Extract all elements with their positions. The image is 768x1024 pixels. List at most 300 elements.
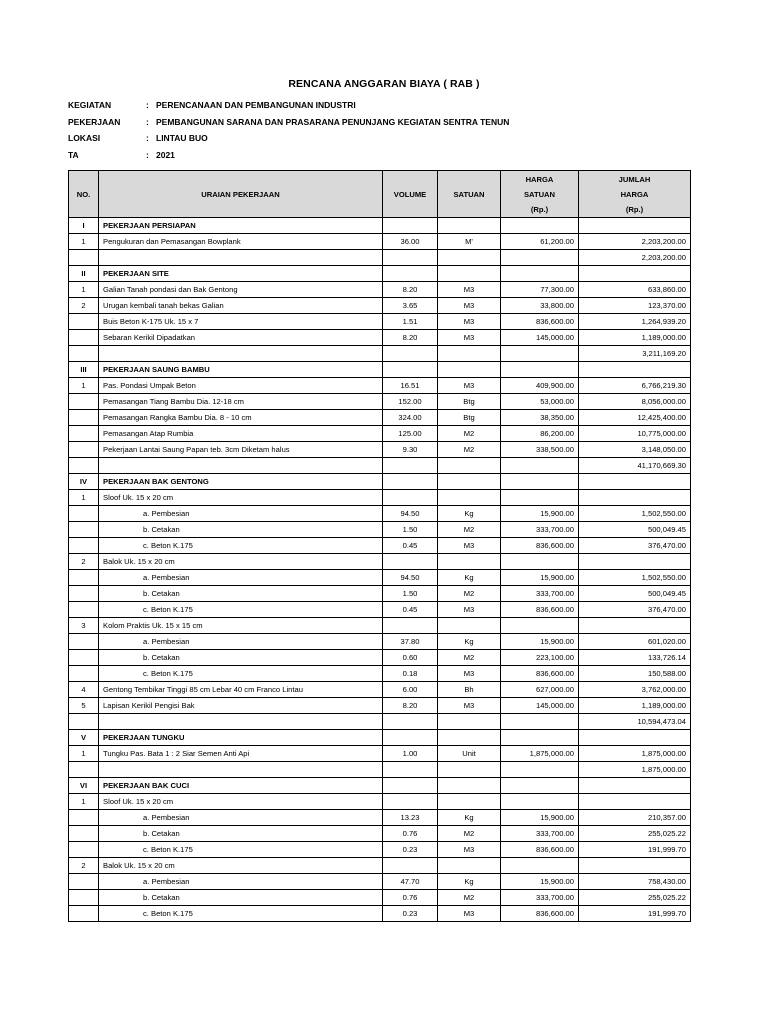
header-satuan: SATUAN <box>438 171 501 218</box>
header-jumlah-harga-line: JUMLAH <box>618 174 651 184</box>
cell-satuan <box>438 730 501 746</box>
cell-no: 1 <box>69 282 99 298</box>
cell-jumlah-harga: 10,594,473.04 <box>579 714 691 730</box>
info-colon: : <box>146 149 149 160</box>
cell-no <box>69 570 99 586</box>
cell-no <box>69 314 99 330</box>
table-row <box>69 602 691 618</box>
info-value: LINTAU BUO <box>156 133 208 143</box>
cell-volume: 6.00 <box>383 682 438 698</box>
cell-uraian: c. Beton K.175 <box>99 842 383 858</box>
cell-volume: 324.00 <box>383 410 438 426</box>
cell-jumlah-harga: 1,189,000.00 <box>579 330 691 346</box>
cell-satuan: M2 <box>438 426 501 442</box>
cell-harga-satuan: 627,000.00 <box>501 682 579 698</box>
info-value: PERENCANAAN DAN PEMBANGUNAN INDUSTRI <box>156 100 356 110</box>
cell-uraian: a. Pembesian <box>99 810 383 826</box>
cell-no: VI <box>69 778 99 794</box>
cell-uraian: PEKERJAAN PERSIAPAN <box>99 218 383 234</box>
table-row <box>69 490 691 506</box>
cell-harga-satuan: 1,875,000.00 <box>501 746 579 762</box>
cell-jumlah-harga: 41,170,669.30 <box>579 458 691 474</box>
cell-jumlah-harga: 2,203,200.00 <box>579 234 691 250</box>
cell-no: III <box>69 362 99 378</box>
cell-no <box>69 346 99 362</box>
cell-volume <box>383 554 438 570</box>
cell-volume: 1.00 <box>383 746 438 762</box>
cell-uraian: Balok Uk. 15 x 20 cm <box>99 554 383 570</box>
cell-volume: 8.20 <box>383 282 438 298</box>
cell-harga-satuan: 15,900.00 <box>501 810 579 826</box>
cell-harga-satuan <box>501 762 579 778</box>
cell-harga-satuan: 15,900.00 <box>501 634 579 650</box>
cell-harga-satuan: 38,350.00 <box>501 410 579 426</box>
cell-satuan: M2 <box>438 890 501 906</box>
cell-harga-satuan <box>501 858 579 874</box>
cell-volume: 1.50 <box>383 586 438 602</box>
table-row <box>69 890 691 906</box>
cell-jumlah-harga: 500,049.45 <box>579 586 691 602</box>
cell-volume: 16.51 <box>383 378 438 394</box>
cell-harga-satuan: 33,800.00 <box>501 298 579 314</box>
info-colon: : <box>146 133 149 143</box>
cell-jumlah-harga: 191,999.70 <box>579 842 691 858</box>
cell-volume <box>383 714 438 730</box>
header-jumlah-harga-line: (Rp.) <box>625 204 644 214</box>
cell-no <box>69 634 99 650</box>
table-row <box>69 298 691 314</box>
cell-harga-satuan: 145,000.00 <box>501 330 579 346</box>
cell-harga-satuan <box>501 618 579 634</box>
cell-jumlah-harga <box>579 618 691 634</box>
cell-harga-satuan <box>501 266 579 282</box>
cell-satuan <box>438 346 501 362</box>
cell-no <box>69 666 99 682</box>
table-row <box>69 810 691 826</box>
cell-satuan: M' <box>438 234 501 250</box>
header-uraian: URAIAN PEKERJAAN <box>99 171 383 218</box>
cell-uraian: Pemasangan Rangka Bambu Dia. 8 - 10 cm <box>99 410 383 426</box>
cell-satuan: Kg <box>438 874 501 890</box>
cell-uraian: a. Pembesian <box>99 874 383 890</box>
cell-satuan: M3 <box>438 282 501 298</box>
cell-jumlah-harga: 2,203,200.00 <box>579 250 691 266</box>
cell-uraian: c. Beton K.175 <box>99 538 383 554</box>
cell-harga-satuan: 333,700.00 <box>501 890 579 906</box>
cell-volume: 0.23 <box>383 842 438 858</box>
cell-harga-satuan: 333,700.00 <box>501 826 579 842</box>
cell-volume: 0.18 <box>383 666 438 682</box>
cell-harga-satuan: 15,900.00 <box>501 874 579 890</box>
cell-satuan: M3 <box>438 666 501 682</box>
cell-volume <box>383 730 438 746</box>
info-colon: : <box>146 116 149 127</box>
cell-uraian <box>99 458 383 474</box>
cell-no <box>69 586 99 602</box>
cell-uraian: Pas. Pondasi Umpak Beton <box>99 378 383 394</box>
table-row <box>69 234 691 250</box>
cell-no <box>69 874 99 890</box>
cell-uraian: Lapisan Kerikil Pengisi Bak <box>99 698 383 714</box>
cell-satuan: M2 <box>438 650 501 666</box>
cell-no: 1 <box>69 490 99 506</box>
cell-harga-satuan: 836,600.00 <box>501 602 579 618</box>
cell-uraian: Pemasangan Tiang Bambu Dia. 12-18 cm <box>99 394 383 410</box>
table-row <box>69 586 691 602</box>
cell-jumlah-harga: 1,502,550.00 <box>579 506 691 522</box>
cell-satuan <box>438 554 501 570</box>
cell-no <box>69 522 99 538</box>
cell-harga-satuan: 836,600.00 <box>501 842 579 858</box>
cell-satuan <box>438 762 501 778</box>
cell-jumlah-harga: 1,264,939.20 <box>579 314 691 330</box>
cell-satuan <box>438 778 501 794</box>
cell-satuan: Kg <box>438 634 501 650</box>
table-row <box>69 266 691 282</box>
cell-jumlah-harga: 758,430.00 <box>579 874 691 890</box>
table-row <box>69 874 691 890</box>
cell-uraian: a. Pembesian <box>99 570 383 586</box>
cell-harga-satuan: 836,600.00 <box>501 906 579 922</box>
cell-volume: 9.30 <box>383 442 438 458</box>
cell-uraian: Buis Beton K-175 Uk. 15 x 7 <box>99 314 383 330</box>
cell-volume <box>383 474 438 490</box>
cell-satuan: M2 <box>438 826 501 842</box>
table-row <box>69 282 691 298</box>
cell-jumlah-harga <box>579 490 691 506</box>
cell-harga-satuan: 836,600.00 <box>501 538 579 554</box>
cell-satuan <box>438 794 501 810</box>
cell-volume: 125.00 <box>383 426 438 442</box>
cell-volume <box>383 794 438 810</box>
table-row <box>69 522 691 538</box>
cell-uraian: PEKERJAAN BAK CUCI <box>99 778 383 794</box>
cell-jumlah-harga: 8,056,000.00 <box>579 394 691 410</box>
cell-no <box>69 250 99 266</box>
table-header <box>69 171 691 218</box>
cell-satuan: M3 <box>438 378 501 394</box>
cell-harga-satuan: 836,600.00 <box>501 666 579 682</box>
info-key: PEKERJAAN <box>68 116 121 127</box>
cell-volume: 0.45 <box>383 538 438 554</box>
table-row <box>69 618 691 634</box>
cell-jumlah-harga <box>579 730 691 746</box>
cell-volume: 0.60 <box>383 650 438 666</box>
cell-no: 4 <box>69 682 99 698</box>
cell-satuan: Btg <box>438 394 501 410</box>
header-harga-satuan-line: SATUAN <box>523 189 556 199</box>
cell-volume: 0.23 <box>383 906 438 922</box>
cell-harga-satuan: 53,000.00 <box>501 394 579 410</box>
cell-jumlah-harga: 1,875,000.00 <box>579 746 691 762</box>
cell-volume <box>383 218 438 234</box>
cell-no: 1 <box>69 234 99 250</box>
table-row <box>69 250 691 266</box>
table-row <box>69 762 691 778</box>
cell-harga-satuan: 61,200.00 <box>501 234 579 250</box>
cell-uraian: b. Cetakan <box>99 650 383 666</box>
info-colon: : <box>146 100 149 110</box>
header-harga-satuan-line: HARGA <box>525 174 554 184</box>
cell-harga-satuan: 333,700.00 <box>501 522 579 538</box>
cell-satuan: M3 <box>438 298 501 314</box>
cell-volume: 8.20 <box>383 698 438 714</box>
cell-jumlah-harga <box>579 218 691 234</box>
cell-volume: 152.00 <box>383 394 438 410</box>
cell-satuan <box>438 714 501 730</box>
cell-volume: 47.70 <box>383 874 438 890</box>
table-row <box>69 218 691 234</box>
cell-volume <box>383 858 438 874</box>
cell-volume: 94.50 <box>383 506 438 522</box>
cell-uraian: Sebaran Kerikil Dipadatkan <box>99 330 383 346</box>
cell-satuan <box>438 458 501 474</box>
cell-satuan <box>438 490 501 506</box>
cell-jumlah-harga <box>579 474 691 490</box>
cell-jumlah-harga: 3,762,000.00 <box>579 682 691 698</box>
table-row <box>69 698 691 714</box>
cell-no: 2 <box>69 554 99 570</box>
cell-uraian: Tungku Pas. Bata 1 : 2 Siar Semen Anti Api <box>99 746 383 762</box>
cell-uraian: Urugan kembali tanah bekas Galian <box>99 298 383 314</box>
cell-satuan: M2 <box>438 586 501 602</box>
cell-uraian: a. Pembesian <box>99 506 383 522</box>
cell-uraian <box>99 250 383 266</box>
cell-harga-satuan <box>501 730 579 746</box>
cell-satuan <box>438 474 501 490</box>
cell-uraian: Balok Uk. 15 x 20 cm <box>99 858 383 874</box>
cell-jumlah-harga: 601,020.00 <box>579 634 691 650</box>
cell-volume: 1.50 <box>383 522 438 538</box>
cell-harga-satuan: 333,700.00 <box>501 586 579 602</box>
table-row <box>69 666 691 682</box>
cell-satuan <box>438 250 501 266</box>
cell-uraian: c. Beton K.175 <box>99 602 383 618</box>
cell-no <box>69 842 99 858</box>
cell-jumlah-harga: 191,999.70 <box>579 906 691 922</box>
cell-harga-satuan <box>501 250 579 266</box>
cell-volume: 1.51 <box>383 314 438 330</box>
cell-no <box>69 330 99 346</box>
cell-no <box>69 602 99 618</box>
cell-volume <box>383 490 438 506</box>
cell-satuan <box>438 362 501 378</box>
cell-satuan <box>438 218 501 234</box>
table-row <box>69 858 691 874</box>
cell-volume: 0.76 <box>383 890 438 906</box>
cell-volume: 36.00 <box>383 234 438 250</box>
cell-volume: 0.45 <box>383 602 438 618</box>
cell-uraian: Gentong Tembikar Tinggi 85 cm Lebar 40 cm Franco Lintau <box>99 682 383 698</box>
cell-volume: 13.23 <box>383 810 438 826</box>
cell-jumlah-harga: 1,189,000.00 <box>579 698 691 714</box>
info-value: PEMBANGUNAN SARANA DAN PRASARANA PENUNJANG KEGIATAN SENTRA TENUN <box>156 116 510 127</box>
table-row <box>69 458 691 474</box>
cell-uraian: Galian Tanah pondasi dan Bak Gentong <box>99 282 383 298</box>
header-volume: VOLUME <box>383 171 438 218</box>
cell-volume: 3.65 <box>383 298 438 314</box>
cell-no: I <box>69 218 99 234</box>
info-row-pekerjaan <box>68 117 509 134</box>
cell-uraian: b. Cetakan <box>99 826 383 842</box>
table-row <box>69 906 691 922</box>
cell-jumlah-harga <box>579 858 691 874</box>
cell-harga-satuan <box>501 218 579 234</box>
cell-no <box>69 506 99 522</box>
info-value: 2021 <box>156 149 175 160</box>
cell-uraian <box>99 714 383 730</box>
cell-uraian: PEKERJAAN SITE <box>99 266 383 282</box>
cell-no: 3 <box>69 618 99 634</box>
cell-harga-satuan <box>501 458 579 474</box>
cell-uraian: PEKERJAAN BAK GENTONG <box>99 474 383 490</box>
info-row-kegiatan <box>68 100 509 117</box>
table-row <box>69 378 691 394</box>
cell-uraian: c. Beton K.175 <box>99 666 383 682</box>
cell-jumlah-harga <box>579 554 691 570</box>
cell-satuan: M3 <box>438 538 501 554</box>
cell-jumlah-harga: 150,588.00 <box>579 666 691 682</box>
cell-jumlah-harga: 376,470.00 <box>579 602 691 618</box>
cell-harga-satuan <box>501 346 579 362</box>
cell-no: 5 <box>69 698 99 714</box>
cell-jumlah-harga: 255,025.22 <box>579 826 691 842</box>
cell-harga-satuan: 409,900.00 <box>501 378 579 394</box>
table-row <box>69 634 691 650</box>
header-harga-satuan-line: (Rp.) <box>530 204 549 214</box>
cell-volume <box>383 618 438 634</box>
header-jumlah-harga <box>579 171 691 218</box>
cell-no: 1 <box>69 794 99 810</box>
cell-harga-satuan: 223,100.00 <box>501 650 579 666</box>
cell-uraian <box>99 762 383 778</box>
info-key: LOKASI <box>68 133 101 143</box>
cell-jumlah-harga <box>579 778 691 794</box>
cell-harga-satuan: 77,300.00 <box>501 282 579 298</box>
cell-satuan <box>438 618 501 634</box>
cell-jumlah-harga: 3,211,169.20 <box>579 346 691 362</box>
table-row <box>69 506 691 522</box>
table-row <box>69 746 691 762</box>
cell-satuan: Kg <box>438 810 501 826</box>
cell-no <box>69 394 99 410</box>
table-row <box>69 826 691 842</box>
table-row <box>69 538 691 554</box>
cell-no <box>69 538 99 554</box>
cell-uraian: Sloof Uk. 15 x 20 cm <box>99 794 383 810</box>
cell-satuan: Kg <box>438 570 501 586</box>
cell-jumlah-harga: 133,726.14 <box>579 650 691 666</box>
cell-satuan: Btg <box>438 410 501 426</box>
cell-no <box>69 890 99 906</box>
cell-jumlah-harga: 633,860.00 <box>579 282 691 298</box>
table-row <box>69 778 691 794</box>
table-row <box>69 570 691 586</box>
cell-uraian: a. Pembesian <box>99 634 383 650</box>
table-row <box>69 474 691 490</box>
cell-uraian: PEKERJAAN TUNGKU <box>99 730 383 746</box>
cell-jumlah-harga: 210,357.00 <box>579 810 691 826</box>
cell-harga-satuan: 836,600.00 <box>501 314 579 330</box>
info-key: TA <box>68 149 79 160</box>
cell-no <box>69 714 99 730</box>
cell-no <box>69 906 99 922</box>
cell-harga-satuan <box>501 714 579 730</box>
cell-uraian: Kolom Praktis Uk. 15 x 15 cm <box>99 618 383 634</box>
cell-jumlah-harga: 1,502,550.00 <box>579 570 691 586</box>
cell-no <box>69 650 99 666</box>
cell-no: 2 <box>69 298 99 314</box>
cell-harga-satuan <box>501 778 579 794</box>
cell-uraian: b. Cetakan <box>99 890 383 906</box>
table-row <box>69 394 691 410</box>
cell-satuan: M2 <box>438 522 501 538</box>
cell-harga-satuan: 145,000.00 <box>501 698 579 714</box>
cell-no <box>69 762 99 778</box>
cell-satuan: Unit <box>438 746 501 762</box>
rab-table <box>68 170 691 922</box>
table-row <box>69 442 691 458</box>
cell-no: 2 <box>69 858 99 874</box>
table-row <box>69 426 691 442</box>
table-row <box>69 346 691 362</box>
cell-volume <box>383 458 438 474</box>
cell-jumlah-harga <box>579 794 691 810</box>
cell-volume <box>383 346 438 362</box>
cell-uraian: PEKERJAAN SAUNG BAMBU <box>99 362 383 378</box>
cell-volume: 37.80 <box>383 634 438 650</box>
cell-jumlah-harga: 1,875,000.00 <box>579 762 691 778</box>
cell-uraian: Pekerjaan Lantai Saung Papan teb. 3cm Diketam halus <box>99 442 383 458</box>
cell-satuan: M3 <box>438 330 501 346</box>
table-row <box>69 794 691 810</box>
table-row <box>69 730 691 746</box>
cell-uraian: Pengukuran dan Pemasangan Bowplank <box>99 234 383 250</box>
info-key: KEGIATAN <box>68 100 112 110</box>
cell-no: IV <box>69 474 99 490</box>
cell-volume <box>383 762 438 778</box>
table-row <box>69 842 691 858</box>
table-row <box>69 682 691 698</box>
cell-jumlah-harga <box>579 362 691 378</box>
cell-harga-satuan: 15,900.00 <box>501 506 579 522</box>
cell-uraian: Pemasangan Atap Rumbia <box>99 426 383 442</box>
cell-harga-satuan <box>501 794 579 810</box>
cell-jumlah-harga <box>579 266 691 282</box>
cell-satuan: M2 <box>438 442 501 458</box>
cell-harga-satuan: 86,200.00 <box>501 426 579 442</box>
cell-harga-satuan <box>501 490 579 506</box>
cell-satuan: M3 <box>438 698 501 714</box>
cell-jumlah-harga: 10,775,000.00 <box>579 426 691 442</box>
cell-volume: 0.76 <box>383 826 438 842</box>
cell-no <box>69 410 99 426</box>
header-jumlah-harga-line: HARGA <box>620 189 649 199</box>
cell-satuan <box>438 266 501 282</box>
cell-jumlah-harga: 12,425,400.00 <box>579 410 691 426</box>
table-body <box>69 218 691 922</box>
cell-jumlah-harga: 3,148,050.00 <box>579 442 691 458</box>
cell-no: 1 <box>69 746 99 762</box>
cell-satuan: M3 <box>438 314 501 330</box>
cell-harga-satuan <box>501 362 579 378</box>
cell-satuan: M3 <box>438 842 501 858</box>
cell-harga-satuan: 338,500.00 <box>501 442 579 458</box>
cell-harga-satuan <box>501 554 579 570</box>
cell-harga-satuan <box>501 474 579 490</box>
cell-satuan: M3 <box>438 602 501 618</box>
cell-volume: 8.20 <box>383 330 438 346</box>
